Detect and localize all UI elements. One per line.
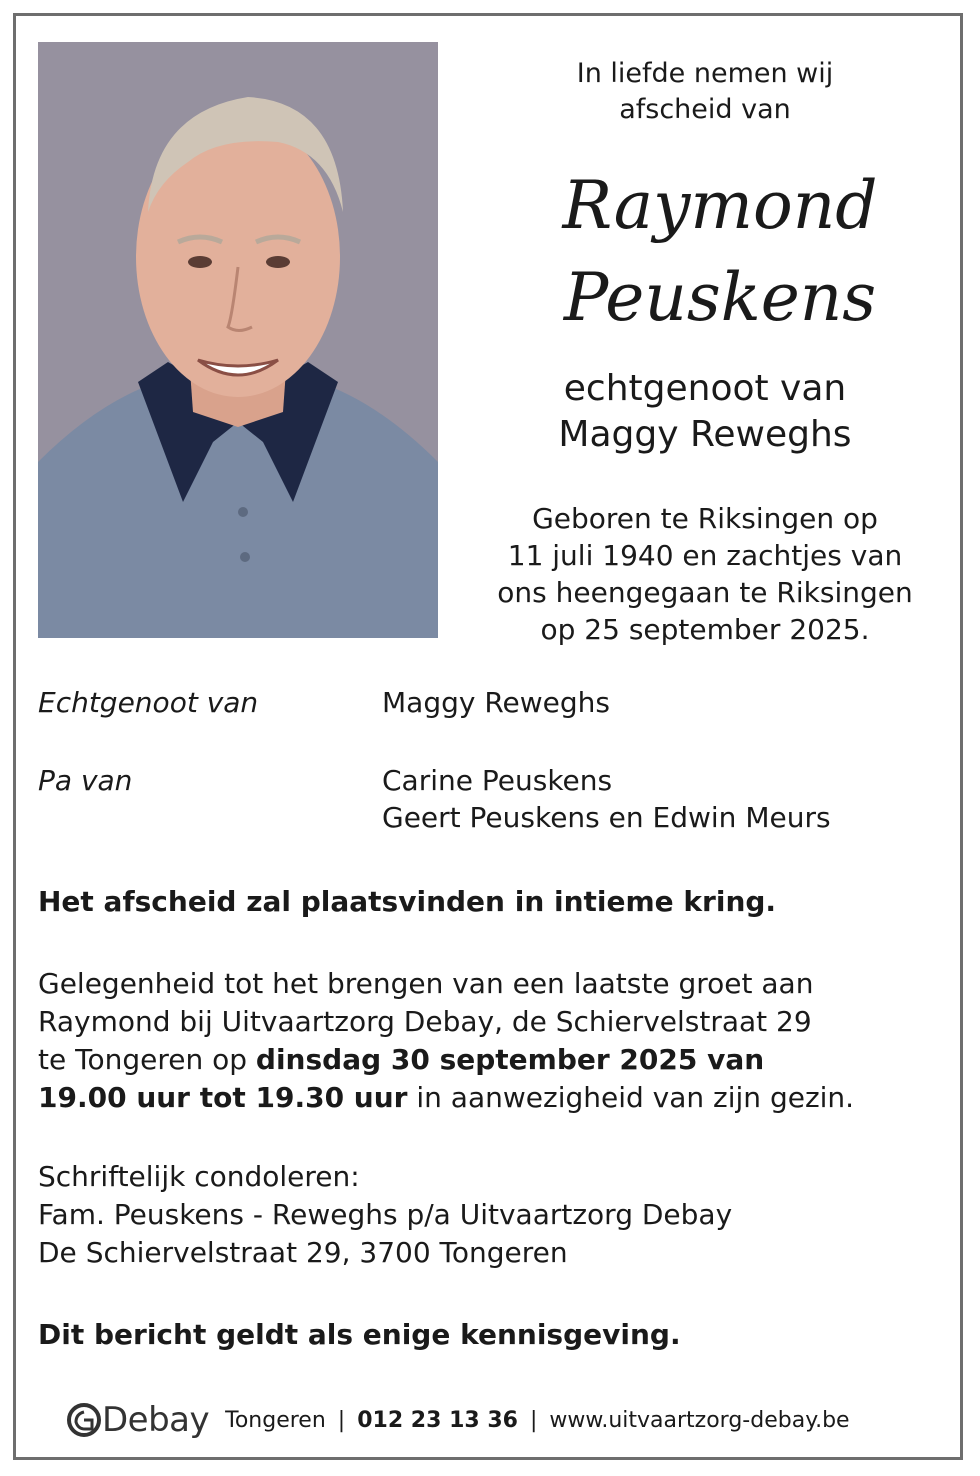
portrait-photo bbox=[38, 42, 438, 638]
condolence-line-2: Fam. Peuskens - Reweghs p/a Uitvaartzorg Debay bbox=[38, 1198, 733, 1231]
children-label: Pa van bbox=[38, 764, 133, 797]
first-name: Raymond bbox=[562, 167, 878, 244]
last-name: Peuskens bbox=[563, 259, 877, 336]
born-line-1: Geboren te Riksingen op bbox=[532, 502, 878, 535]
visit-line-4-post: in aanwezigheid van zijn gezin. bbox=[407, 1081, 855, 1114]
spouse-line-1: echtgenoot van bbox=[563, 368, 847, 409]
condolence-text bbox=[38, 1158, 938, 1272]
visitation-text bbox=[38, 965, 938, 1117]
footer bbox=[66, 1398, 850, 1442]
debay-logo-icon bbox=[66, 1402, 102, 1438]
condolence-line-1: Schriftelijk condoleren: bbox=[38, 1160, 360, 1193]
footer-website[interactable]: www.uitvaartzorg-debay.be bbox=[549, 1407, 850, 1433]
visit-date: dinsdag 30 september 2025 van bbox=[255, 1043, 765, 1076]
footer-separator-1: | bbox=[337, 1407, 346, 1433]
born-line-2: 11 juli 1940 en zachtjes van bbox=[507, 539, 903, 572]
condolence-line-3: De Schiervelstraat 29, 3700 Tongeren bbox=[38, 1236, 568, 1269]
deceased-name bbox=[480, 160, 960, 344]
spouse-value: Maggy Reweghs bbox=[382, 686, 610, 719]
notice-statement: Dit bericht geldt als enige kennisgeving. bbox=[38, 1318, 681, 1351]
child-1: Carine Peuskens bbox=[382, 764, 613, 797]
intro-text bbox=[480, 56, 930, 128]
visit-line-1: Gelegenheid tot het brengen van een laatste groet aan bbox=[38, 967, 814, 1000]
debay-logo bbox=[66, 1400, 209, 1440]
portrait-illustration bbox=[38, 42, 438, 638]
spouse-line-2: Maggy Reweghs bbox=[558, 414, 852, 455]
logo-text: Debay bbox=[102, 1400, 210, 1440]
born-line-4: op 25 september 2025. bbox=[540, 613, 870, 646]
intro-line-2: afscheid van bbox=[619, 94, 791, 125]
visit-line-3-pre: te Tongeren op bbox=[38, 1043, 256, 1076]
spouse-label: Echtgenoot van bbox=[38, 686, 259, 719]
birth-death-text bbox=[455, 500, 955, 648]
spouse-line bbox=[480, 366, 930, 458]
farewell-statement: Het afscheid zal plaatsvinden in intieme kring. bbox=[38, 885, 777, 918]
children-list bbox=[382, 762, 831, 836]
child-2: Geert Peuskens en Edwin Meurs bbox=[382, 801, 831, 834]
visit-line-2: Raymond bij Uitvaartzorg Debay, de Schiervelstraat 29 bbox=[38, 1005, 812, 1038]
born-line-3: ons heengegaan te Riksingen bbox=[497, 576, 913, 609]
visit-line-3 bbox=[38, 1041, 938, 1079]
visit-time: 19.00 uur tot 19.30 uur bbox=[38, 1081, 408, 1114]
footer-phone: 012 23 13 36 bbox=[357, 1407, 518, 1433]
footer-separator-2: | bbox=[529, 1407, 538, 1433]
intro-line-1: In liefde nemen wij bbox=[576, 58, 834, 89]
footer-city: Tongeren bbox=[225, 1407, 326, 1433]
visit-line-4 bbox=[38, 1079, 938, 1117]
